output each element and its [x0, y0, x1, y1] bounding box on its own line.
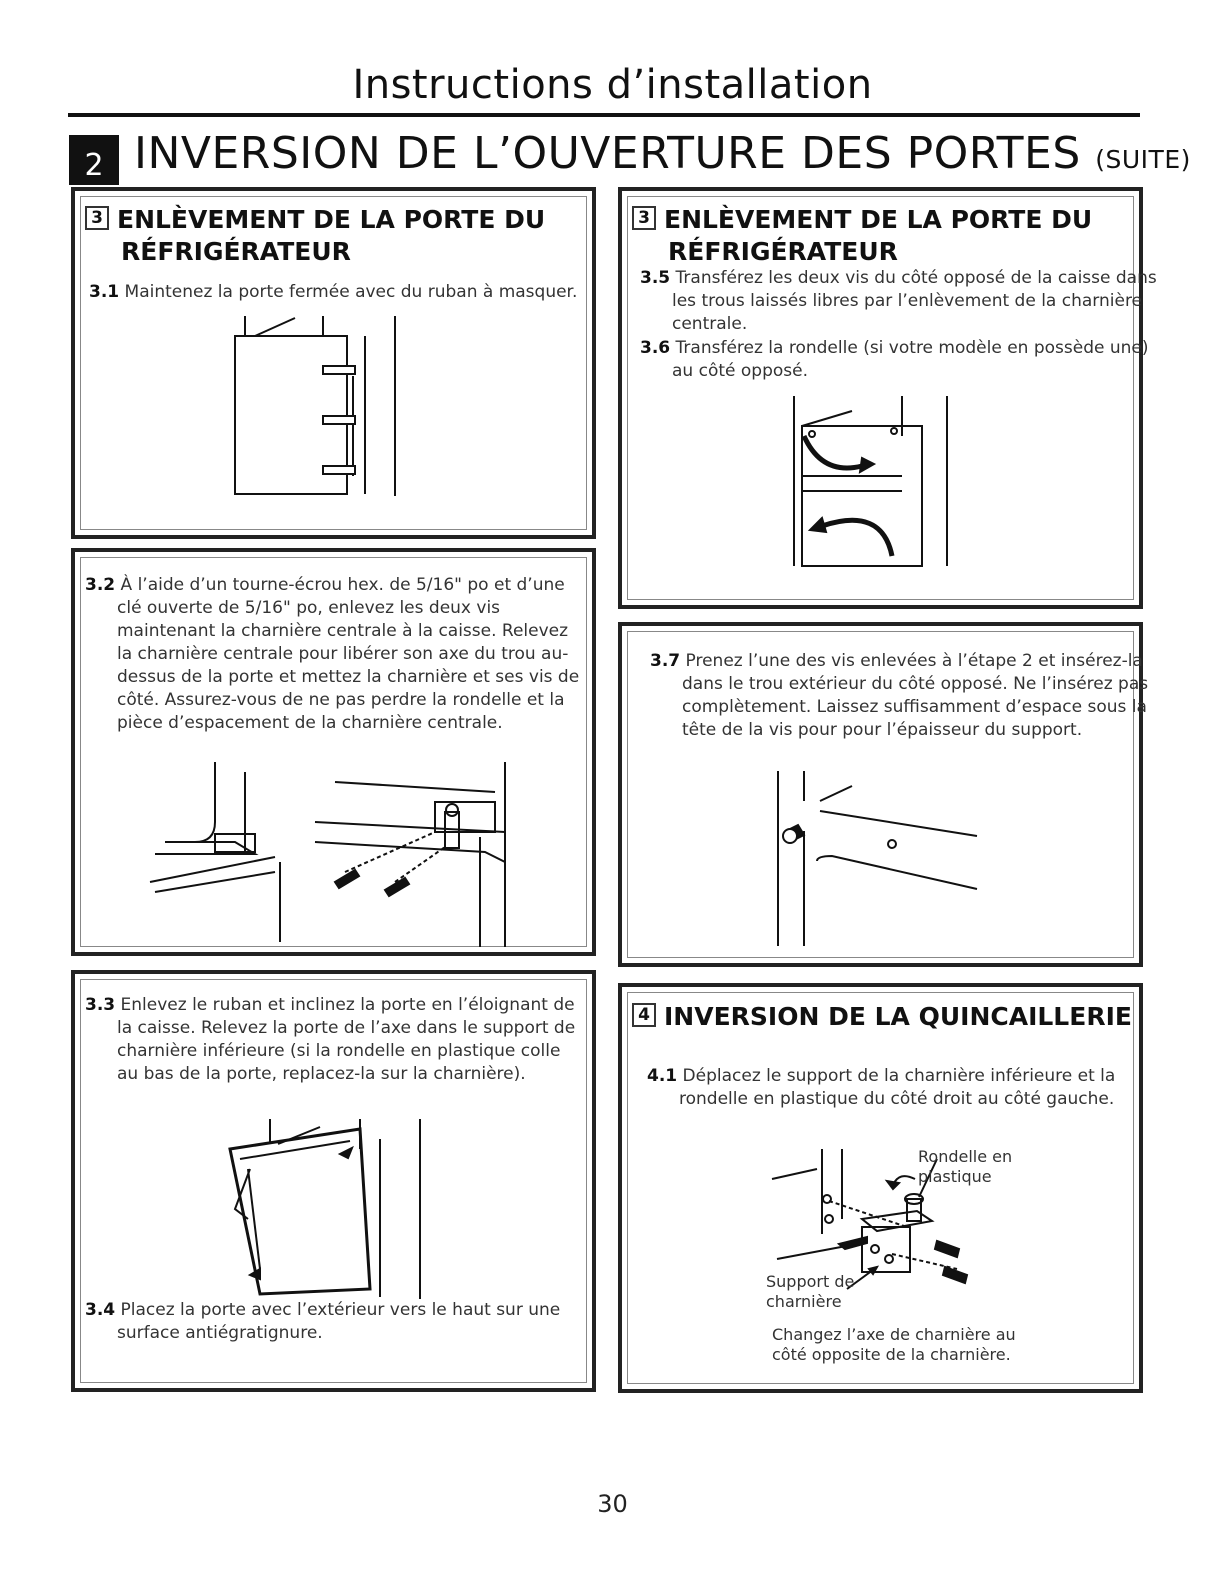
heading-line-2: RÉFRIGÉRATEUR	[668, 237, 898, 266]
instruction-3-2	[85, 574, 587, 735]
panel-heading	[632, 204, 1132, 268]
item-number: 3.1	[89, 282, 120, 302]
header-rule	[68, 113, 1140, 117]
heading-line-1: ENLÈVEMENT DE LA PORTE DU	[117, 205, 546, 234]
item-number: 3.2	[85, 575, 116, 595]
section-title-suffix: (SUITE)	[1095, 145, 1191, 174]
instruction-4-1	[647, 1065, 1159, 1111]
caption-line: côté opposite de la charnière.	[772, 1345, 1011, 1364]
panel-heading	[85, 204, 585, 268]
panel-step-3-3	[71, 970, 596, 1392]
heading-line-2: RÉFRIGÉRATEUR	[121, 237, 351, 266]
caption-line: Changez l’axe de charnière au	[772, 1325, 1016, 1344]
item-text: Prenez l’une des vis enlevées à l’étape 2 et insérez-la dans le trou extérieur du côté opposé. Ne l’insérez pas complètement. Laissez suffisamment d’espace sous la tête de la vis pour pour l’épaisseur du support.	[682, 651, 1149, 740]
item-text: À l’aide d’un tourne-écrou hex. de 5/16" po et d’une clé ouverte de 5/16" po, enlevez les deux vis maintenant la charnière centrale à la caisse. Relevez la charnière centrale pour libérer son axe du trou au-dessus de la porte et mettez la charnière et ses vis de côté. Assurez-vous de ne pas perdre la rondelle et la pièce d’espacement de la charnière centrale.	[117, 575, 580, 733]
page-number: 30	[597, 1490, 628, 1518]
center-hinge-removal-illustration	[145, 762, 565, 952]
section-title-text: INVERSION DE L’OUVERTURE DES PORTES	[134, 128, 1081, 179]
label-line: Support de	[766, 1272, 855, 1291]
item-number: 3.3	[85, 995, 116, 1015]
instruction-3-7	[650, 650, 1152, 742]
instruction-3-1	[89, 281, 589, 304]
item-text: Transférez la rondelle (si votre modèle en possède une) au côté opposé.	[672, 338, 1149, 381]
step-number-box: 4	[632, 1003, 656, 1027]
door-taped-illustration	[215, 316, 435, 501]
door-tilt-illustration	[220, 1119, 440, 1304]
step-number-box: 3	[632, 206, 656, 230]
label-hinge-bracket	[766, 1272, 886, 1312]
page-title: Instructions d’installation	[352, 62, 873, 108]
panel-step-4-1	[618, 983, 1143, 1393]
step-number-box: 3	[85, 206, 109, 230]
heading-text: INVERSION DE LA QUINCAILLERIE	[664, 1002, 1132, 1031]
section-number-badge: 2	[69, 135, 119, 185]
instruction-3-4	[85, 1299, 587, 1345]
item-text: Transférez les deux vis du côté opposé de la caisse dans les trous laissés libres par l’enlèvement de la charnière centrale.	[672, 268, 1157, 334]
item-text: Déplacez le support de la charnière inférieure et la rondelle en plastique du côté droit au côté gauche.	[679, 1066, 1116, 1109]
panel-step-3-1	[71, 187, 596, 539]
item-number: 3.4	[85, 1300, 116, 1320]
screws-transfer-illustration	[782, 396, 982, 576]
label-line: plastique	[918, 1167, 992, 1186]
screw-insert-illustration	[772, 771, 992, 951]
item-number: 4.1	[647, 1066, 678, 1086]
panel-step-3-2	[71, 548, 596, 956]
label-line: Rondelle en	[918, 1147, 1013, 1166]
label-line: charnière	[766, 1292, 842, 1311]
item-text: Maintenez la porte fermée avec du ruban à masquer.	[124, 282, 578, 302]
item-number: 3.7	[650, 651, 681, 671]
instruction-3-3	[85, 994, 587, 1086]
panel-heading	[632, 1001, 1132, 1033]
instruction-3-6	[640, 337, 1162, 383]
item-number: 3.5	[640, 268, 671, 288]
heading-line-1: ENLÈVEMENT DE LA PORTE DU	[664, 205, 1093, 234]
item-text: Enlevez le ruban et inclinez la porte en l’éloignant de la caisse. Relevez la porte de l’axe dans le support de charnière inférieure (si la rondelle en plastique colle au bas de la porte, replacez-la sur la charnière).	[117, 995, 576, 1084]
item-number: 3.6	[640, 338, 671, 358]
instruction-3-5	[640, 267, 1162, 336]
panel-step-3-5	[618, 187, 1157, 609]
label-plastic-washer	[918, 1147, 1038, 1187]
section-title	[134, 128, 1191, 179]
item-text: Placez la porte avec l’extérieur vers le haut sur une surface antiégratignure.	[117, 1300, 561, 1343]
panel-step-3-7	[618, 622, 1149, 967]
figure-caption	[772, 1325, 1072, 1365]
